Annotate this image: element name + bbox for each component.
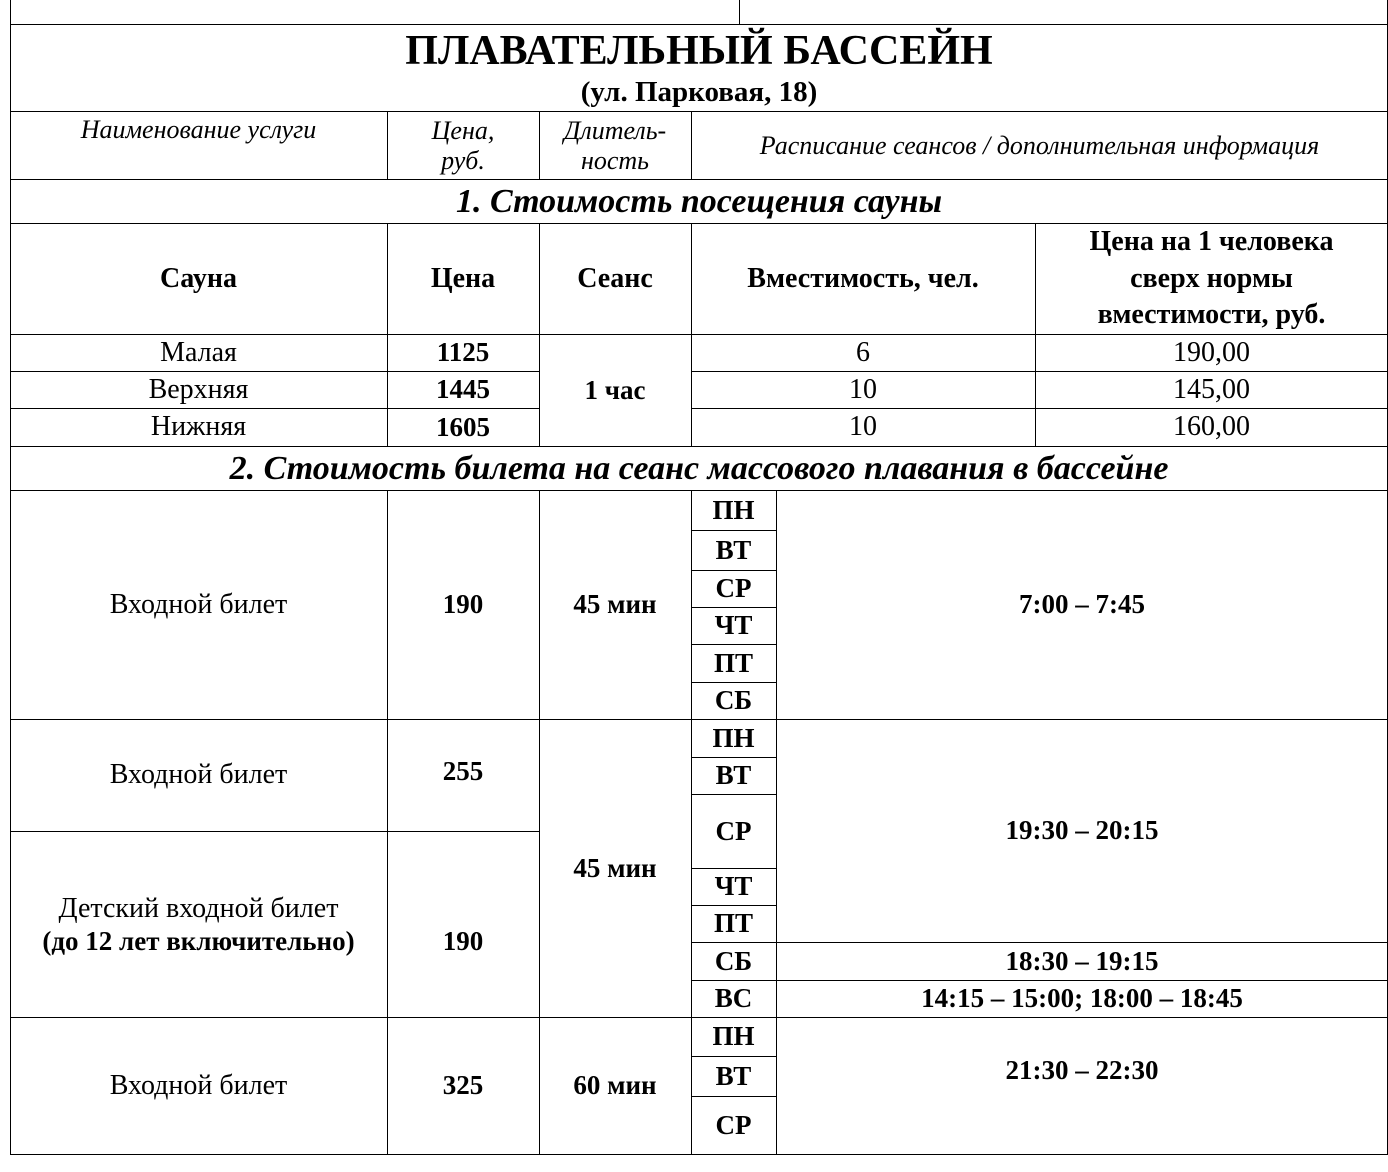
sauna-header-name: Сауна — [160, 262, 237, 294]
pool-block3-price: 325 — [442, 1070, 484, 1101]
sauna-row-price: 1445 — [436, 374, 490, 405]
day-label: ЧТ — [714, 871, 753, 902]
sauna-row-name: Верхняя — [148, 373, 249, 405]
pool-block3-service: Входной билет — [109, 1069, 288, 1101]
rule — [10, 24, 1388, 25]
pool-block3-duration: 60 мин — [573, 1070, 657, 1101]
pool-block2-duration: 45 мин — [573, 852, 657, 883]
sauna-row-capacity: 10 — [849, 411, 877, 443]
day-label: ВТ — [715, 534, 752, 565]
sauna-row-extra: 160,00 — [1173, 411, 1250, 443]
rule — [10, 1154, 1388, 1155]
sauna-header-capacity: Вместимость, чел. — [747, 262, 979, 294]
pool-block2-service-adult: Входной билет — [109, 759, 288, 791]
column-header-duration-line2: ность — [580, 145, 650, 175]
pool-block1-service: Входной билет — [109, 588, 288, 620]
child-ticket-label: Детский входной билет — [58, 892, 339, 924]
sauna-header-extra-line3: вместимости, руб. — [1097, 299, 1326, 331]
column-header-schedule: Расписание сеансов / дополнительная информация — [759, 130, 1320, 160]
section-title-sauna: 1. Стоимость посещения сауны — [455, 182, 943, 220]
pool-block2-time-sunday: 14:15 – 15:00; 18:00 – 18:45 — [921, 983, 1243, 1014]
sauna-row-extra: 190,00 — [1173, 336, 1250, 368]
day-label: ПТ — [713, 908, 753, 939]
day-label: ПТ — [713, 647, 753, 678]
pool-block2-time-weekdays: 19:30 – 20:15 — [1005, 815, 1159, 846]
sauna-header-extra-line2: сверх нормы — [1130, 262, 1293, 294]
sauna-row-name: Малая — [160, 336, 237, 368]
sauna-row-price: 1605 — [436, 411, 490, 442]
day-label: ПН — [712, 722, 755, 753]
pool-block1-duration: 45 мин — [573, 589, 657, 620]
sauna-session-duration: 1 час — [584, 374, 646, 405]
day-label: ВС — [714, 983, 753, 1014]
day-label: СР — [715, 815, 752, 846]
column-header-price-line2: руб. — [441, 145, 485, 175]
page-address: (ул. Парковая, 18) — [580, 76, 818, 109]
column-header-price — [387, 112, 539, 179]
sauna-row-capacity: 10 — [849, 373, 877, 405]
day-label: ВТ — [715, 1060, 752, 1091]
column-header-price-line1: Цена, — [431, 115, 495, 145]
section-title-pool: 2. Стоимость билета на сеанс массового плавания в бассейне — [229, 449, 1169, 487]
sauna-header-session: Сеанс — [577, 262, 653, 294]
sauna-row-capacity: 6 — [856, 336, 870, 368]
pool-block2-time-saturday: 18:30 – 19:15 — [1005, 945, 1159, 976]
sauna-header-extra-line1: Цена на 1 человека — [1089, 226, 1334, 258]
column-header-service: Наименование услуги — [80, 115, 317, 145]
pool-block2-service-child — [10, 832, 387, 1017]
page-title: ПЛАВАТЕЛЬНЫЙ БАССЕЙН — [405, 27, 993, 74]
day-label: ПН — [712, 1021, 755, 1052]
sauna-row-extra: 145,00 — [1173, 373, 1250, 405]
pool-block3-time: 21:30 – 22:30 — [1005, 1055, 1159, 1086]
column-header-duration — [539, 112, 691, 179]
column-header-duration-line1: Длитель- — [563, 115, 667, 145]
day-label: ПН — [712, 494, 755, 525]
sauna-row-price: 1125 — [436, 337, 490, 368]
sauna-row-name: Нижняя — [150, 411, 247, 443]
sauna-header-price: Цена — [430, 262, 496, 294]
day-label: ЧТ — [714, 610, 753, 641]
pool-block2-price-adult: 255 — [442, 756, 484, 787]
day-label: СР — [715, 573, 752, 604]
top-cut-divider — [739, 0, 740, 24]
pool-block2-price-child: 190 — [442, 926, 484, 957]
child-ticket-age-note: (до 12 лет включительно) — [42, 926, 355, 957]
sauna-header-extra-price — [1035, 224, 1388, 334]
day-label: СБ — [714, 685, 753, 716]
day-label: СР — [715, 1109, 752, 1140]
pool-block1-time: 7:00 – 7:45 — [1019, 589, 1145, 620]
day-label: ВТ — [715, 760, 752, 791]
day-label: СБ — [714, 945, 753, 976]
pool-block1-price: 190 — [442, 589, 484, 620]
